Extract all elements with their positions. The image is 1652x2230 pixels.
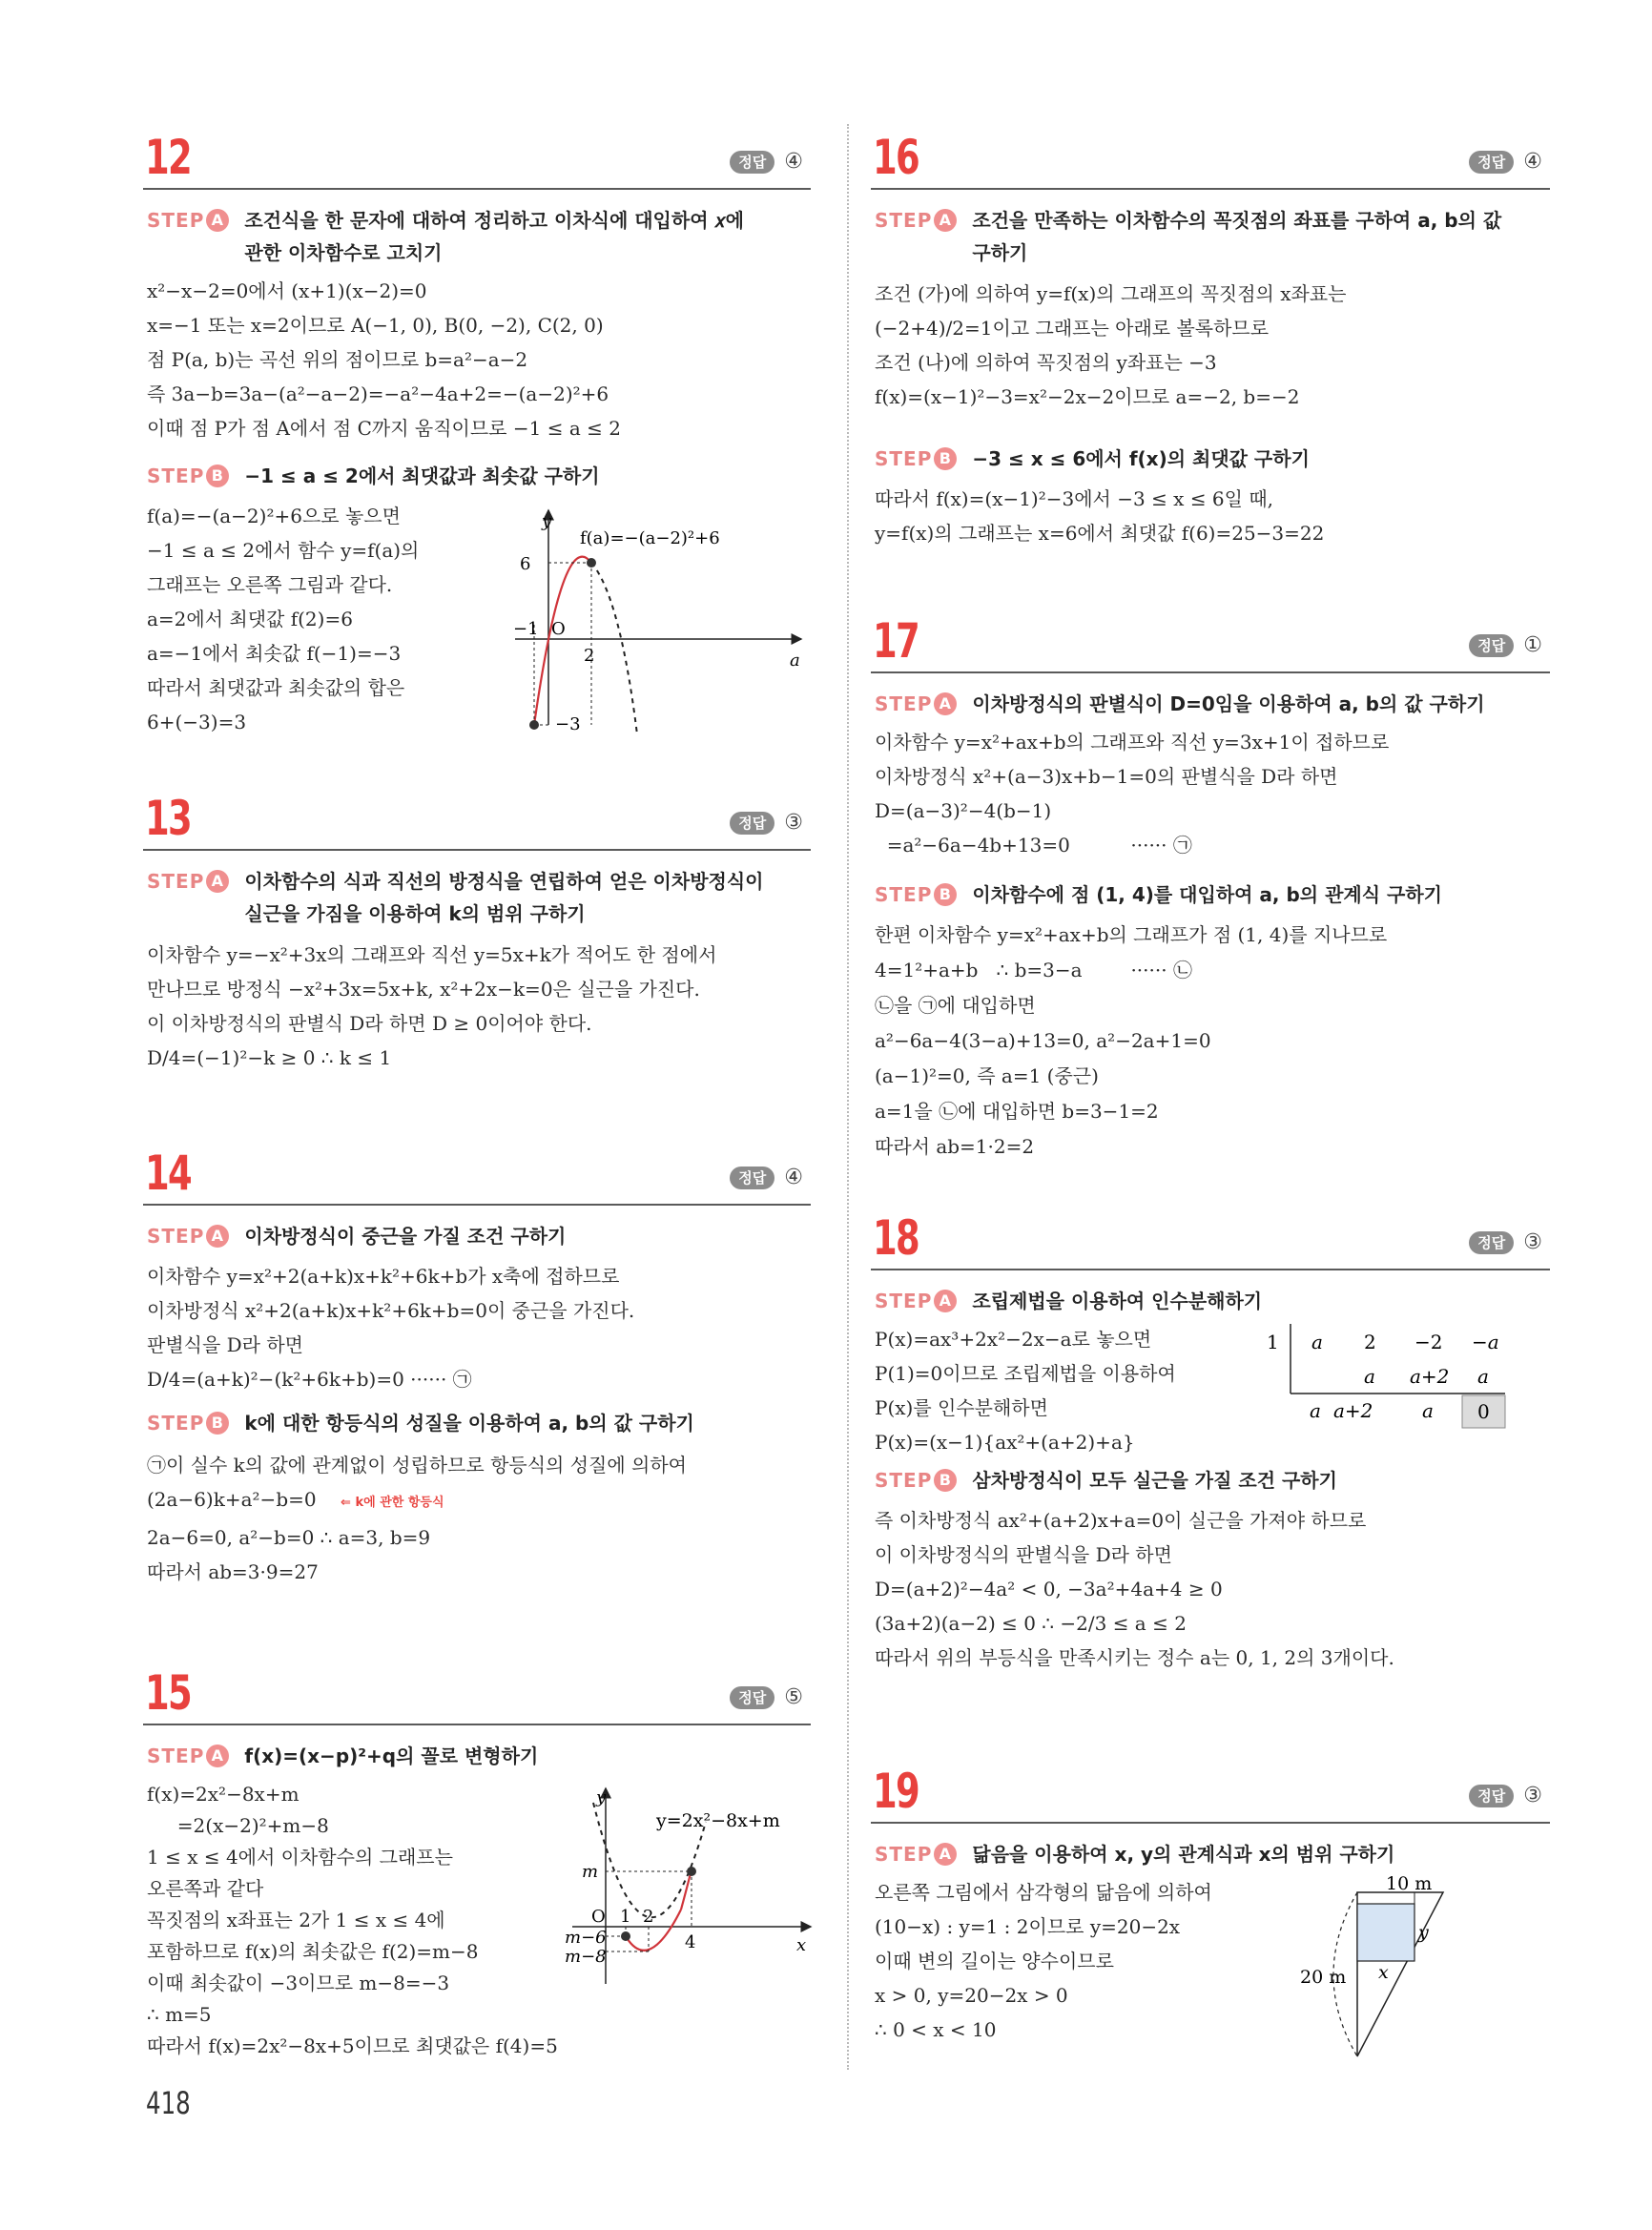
answer-badge: 정답 <box>1469 634 1514 657</box>
step-title: −3 ≤ x ≤ 6에서 f(x)의 최댓값 구하기 <box>972 447 1310 470</box>
coef: a <box>1311 1331 1323 1353</box>
answer-box <box>1469 633 1542 657</box>
divisor: 1 <box>1267 1331 1279 1353</box>
tick-label: −1 <box>513 619 539 639</box>
step-tag: STEP B <box>147 463 229 489</box>
y-label: y <box>596 1787 607 1807</box>
side-length-label: 20 m <box>1300 1967 1347 1988</box>
max-point <box>587 558 596 568</box>
origin-label: O <box>591 1907 606 1927</box>
step-title: k에 대한 항등식의 성질을 이용하여 a, b의 값 구하기 <box>244 1412 694 1435</box>
column-divider <box>847 124 849 2070</box>
page-number: 418 <box>146 2085 191 2121</box>
step-a-body: 오른쪽 그림에서 삼각형의 닮음에 의하여 (10−x) : y=1 : 2이므로 y=20−2x 이때 변의 길이는 양수이므로 x > 0, y=20−2x > 0 ∴ 0 < x < 10 <box>875 1881 1212 2041</box>
min-point <box>529 720 539 730</box>
step-title: 조건을 만족하는 이차함수의 꼭짓점의 좌표를 구하여 a, b의 값 구하기 <box>972 209 1502 264</box>
answer-value: ③ <box>784 811 803 835</box>
answer-value: ④ <box>1523 150 1542 174</box>
step-title: 닮음을 이용하여 x, y의 관계식과 x의 범위 구하기 <box>972 1843 1395 1866</box>
step-tag: STEP B <box>147 1410 229 1436</box>
header-rule <box>871 1822 1550 1824</box>
step-b-body: ㉠이 실수 k의 값에 관계없이 성립하므로 항등식의 성질에 의하여 (2a−6)k+a²−b=0 ⇐ k에 관한 항등식 2a−6=0, a²−b=0 ∴ a=3, b=9 따라서 ab=3·9=27 <box>147 1454 687 1583</box>
top-length-label: 10 m <box>1386 1875 1433 1894</box>
problem-number: 15 <box>145 1665 192 1721</box>
tick-label: m−8 <box>565 1947 607 1967</box>
answer-badge: 정답 <box>1469 1785 1514 1807</box>
step-a <box>147 1223 811 1252</box>
endpoint <box>621 1931 630 1941</box>
step-a <box>875 1841 1550 1870</box>
rectangle <box>1357 1904 1415 1961</box>
tick-label: −3 <box>555 714 581 734</box>
step-tag: STEP A <box>147 207 229 234</box>
identity-note: ⇐ k에 관한 항등식 <box>341 1496 444 1510</box>
problem-number: 19 <box>873 1764 919 1819</box>
step-title: f(x)=(x−p)²+q의 꼴로 변형하기 <box>244 1745 539 1767</box>
y-label: y <box>1418 1922 1429 1943</box>
product: a+2 <box>1410 1365 1450 1388</box>
answer-value: ③ <box>1523 1230 1542 1254</box>
step-a-body: x²−x−2=0에서 (x+1)(x−2)=0 x=−1 또는 x=2이므로 A(−1, 0), B(0, −2), C(2, 0) 점 P(a, b)는 곡선 위의 점이므로 b=a²−a−2 즉 3a−b=3a−(a²−a−2)=−a²−4a+2=−(a−2)²+6 이때 점 P가 점 A에서 점 C까지 움직이므로 −1 ≤ a ≤ 2 <box>147 279 621 440</box>
x-label: x <box>796 1935 807 1955</box>
answer-badge: 정답 <box>1469 151 1514 174</box>
step-b-body: 즉 이차방정식 ax²+(a+2)x+a=0이 실근을 가져야 하므로 이 이차방정식의 판별식을 D라 하면 D=(a+2)²−4a² < 0, −3a²+4a+4 ≥ 0 (3a+2)(a−2) ≤ 0 ∴ −2/3 ≤ a ≤ 2 따라서 위의 부등식을 만족시키는 정수 a는 0, 1, 2의 3개이다. <box>875 1509 1394 1669</box>
tick-label: 2 <box>643 1907 654 1927</box>
tick-label: 1 <box>620 1907 631 1927</box>
problem-number: 12 <box>145 130 192 185</box>
answer-value: ③ <box>1523 1784 1542 1807</box>
answer-box <box>730 811 803 835</box>
step-a-body: f(x)=2x²−8x+m =2(x−2)²+m−8 1 ≤ x ≤ 4에서 이차함수의 그래프는 오른쪽과 같다 꼭짓점의 x좌표는 2가 1 ≤ x ≤ 4에 포함하므로 f(x)의 최솟값은 f(2)=m−8 이때 최솟값이 −3이므로 m−8=−3 ∴ m=5 따라서 f(x)=2x²−8x+5이므로 최댓값은 f(4)=5 <box>147 1783 558 2057</box>
header-rule <box>143 1204 811 1206</box>
product: a <box>1364 1365 1375 1388</box>
header-rule <box>871 1269 1550 1270</box>
answer-box <box>730 1166 803 1189</box>
answer-badge: 정답 <box>730 1686 774 1709</box>
curve-dashed <box>591 563 637 734</box>
answer-value: ⑤ <box>784 1685 803 1709</box>
coef: −a <box>1472 1331 1499 1353</box>
step-tag: STEP B <box>875 445 957 472</box>
problem-number: 14 <box>145 1146 192 1201</box>
step-tag: STEP A <box>875 1288 957 1314</box>
step-title: 조립제법을 이용하여 인수분해하기 <box>972 1290 1263 1312</box>
step-a <box>147 207 811 269</box>
tick-label: m−6 <box>565 1928 607 1948</box>
step-a-body: 이차함수 y=x²+2(a+k)x+k²+6k+b가 x축에 접하므로 이차방정식 x²+2(a+k)x+k²+6k+b=0이 중근을 가진다. 판별식을 D라 하면 D/4=(a+k)²−(k²+6k+b)=0 ······ ㉠ <box>147 1265 635 1391</box>
step-title: 이차방정식이 중근을 가질 조건 구하기 <box>244 1225 567 1248</box>
quotient: a <box>1310 1399 1321 1422</box>
parabola-graph-12 <box>496 506 811 734</box>
answer-badge: 정답 <box>1469 1231 1514 1254</box>
step-title: 조건식을 한 문자에 대하여 정리하고 이차식에 대입하여 𝑥에 관한 이차함수로 고치기 <box>244 209 744 264</box>
step-b-body: 한편 이차함수 y=x²+ax+b의 그래프가 점 (1, 4)를 지나므로 4=1²+a+b ∴ b=3−a ······ ㉡ ㉡을 ㉠에 대입하면 a²−6a−4(3−a)+13=0, a²−2a+1=0 (a−1)²=0, 즉 a=1 (중근) a=1을 ㉡에 대입하면 b=3−1=2 따라서 ab=1·2=2 <box>875 923 1388 1158</box>
max-point <box>687 1867 696 1876</box>
step-a <box>147 1743 811 1772</box>
step-a <box>875 1288 1550 1317</box>
problem-number: 13 <box>145 791 192 846</box>
synthetic-division <box>1252 1322 1538 1432</box>
problem-number: 18 <box>873 1210 919 1266</box>
step-title: −1 ≤ a ≤ 2에서 최댓값과 최솟값 구하기 <box>244 465 600 487</box>
step-a-body: 이차함수 y=x²+ax+b의 그래프와 직선 y=3x+1이 접하므로 이차방정식 x²+(a−3)x+b−1=0의 판별식을 D라 하면 D=(a−3)²−4(b−1) =a²−6a−4b+13=0 ······ ㉠ <box>875 731 1390 857</box>
answer-value: ① <box>1523 633 1542 657</box>
answer-badge: 정답 <box>730 1167 774 1189</box>
quotient: a <box>1422 1399 1434 1422</box>
step-title: 이차함수에 점 (1, 4)를 대입하여 a, b의 관계식 구하기 <box>972 883 1442 906</box>
step-title: 이차방정식의 판별식이 D=0임을 이용하여 a, b의 값 구하기 <box>972 692 1485 715</box>
step-b <box>875 1467 1550 1497</box>
x-label: x <box>1378 1962 1389 1983</box>
triangle-figure <box>1300 1875 1510 2066</box>
step-title: 이차함수의 식과 직선의 방정식을 연립하여 얻은 이차방정식이 실근을 가짐을 이용하여 k의 범위 구하기 <box>244 870 764 925</box>
step-b <box>875 445 1550 475</box>
step-tag: STEP A <box>147 868 229 895</box>
step-title: 삼차방정식이 모두 실근을 가질 조건 구하기 <box>972 1469 1337 1492</box>
answer-badge: 정답 <box>730 151 774 174</box>
origin-label: O <box>551 619 566 639</box>
quotient: a+2 <box>1333 1399 1373 1422</box>
step-a-body: P(x)=ax³+2x²−2x−a로 놓으면 P(1)=0이므로 조립제법을 이용하여 P(x)를 인수분해하면 P(x)=(x−1){ax²+(a+2)+a} <box>875 1328 1176 1454</box>
function-label: f(a)=−(a−2)²+6 <box>580 528 720 548</box>
tick-label: 2 <box>584 646 595 666</box>
step-b <box>147 463 811 492</box>
remainder: 0 <box>1477 1400 1490 1423</box>
step-b <box>147 1410 811 1439</box>
step-b-body: 따라서 f(x)=(x−1)²−3에서 −3 ≤ x ≤ 6일 때, y=f(x)의 그래프는 x=6에서 최댓값 f(6)=25−3=22 <box>875 487 1325 545</box>
step-a <box>875 207 1550 269</box>
tick-label: 6 <box>520 554 531 574</box>
step-b-body: f(a)=−(a−2)²+6으로 놓으면 −1 ≤ a ≤ 2에서 함수 y=f(a)의 그래프는 오른쪽 그림과 같다. a=2에서 최댓값 f(2)=6 a=−1에서 최솟값 f(−1)=−3 따라서 최댓값과 최솟값의 합은 6+(−3)=3 <box>147 505 420 733</box>
step-a <box>147 868 811 930</box>
y-label: y <box>542 511 552 531</box>
answer-box <box>730 150 803 174</box>
step-b <box>875 881 1550 911</box>
header-rule <box>871 188 1550 190</box>
parabola-graph-15 <box>563 1784 820 1989</box>
step-a <box>875 691 1550 720</box>
answer-box <box>1469 1230 1542 1254</box>
step-tag: STEP A <box>875 1841 957 1868</box>
answer-value: ④ <box>784 150 803 174</box>
step-tag: STEP A <box>147 1223 229 1249</box>
function-label: y=2x²−8x+m <box>656 1810 780 1831</box>
header-rule <box>143 188 811 190</box>
step-tag: STEP A <box>875 207 957 234</box>
step-tag: STEP B <box>875 1467 957 1494</box>
x-label: a <box>790 650 800 671</box>
coef: −2 <box>1415 1331 1443 1353</box>
product: a <box>1477 1365 1489 1388</box>
problem-number: 16 <box>873 130 919 185</box>
step-a-body: 조건 (가)에 의하여 y=f(x)의 그래프의 꼭짓점의 x좌표는 (−2+4)/2=1이고 그래프는 아래로 볼록하므로 조건 (나)에 의하여 꼭짓점의 y좌표는 −3 f(x)=(x−1)²−3=x²−2x−2이므로 a=−2, b=−2 <box>875 282 1347 408</box>
answer-box <box>1469 150 1542 174</box>
answer-badge: 정답 <box>730 812 774 835</box>
step-tag: STEP A <box>875 691 957 717</box>
tick-label: 4 <box>685 1932 696 1952</box>
step-a-body: 이차함수 y=−x²+3x의 그래프와 직선 y=5x+k가 적어도 한 점에서 만나므로 방정식 −x²+3x=5x+k, x²+2x−k=0은 실근을 가진다. 이 이차방정식의 판별식 D라 하면 D ≥ 0이어야 한다. D/4=(−1)²−k ≥ 0 ∴ k ≤ 1 <box>147 943 717 1069</box>
step-tag: STEP A <box>147 1743 229 1769</box>
answer-value: ④ <box>784 1166 803 1189</box>
header-rule <box>871 671 1550 673</box>
curve-solid <box>534 557 591 725</box>
tick-label: m <box>582 1862 599 1882</box>
header-rule <box>143 1724 811 1725</box>
answer-box <box>1469 1784 1542 1807</box>
answer-box <box>730 1685 803 1709</box>
problem-number: 17 <box>873 613 919 669</box>
header-rule <box>143 849 811 851</box>
coef: 2 <box>1364 1331 1376 1353</box>
step-tag: STEP B <box>875 881 957 908</box>
